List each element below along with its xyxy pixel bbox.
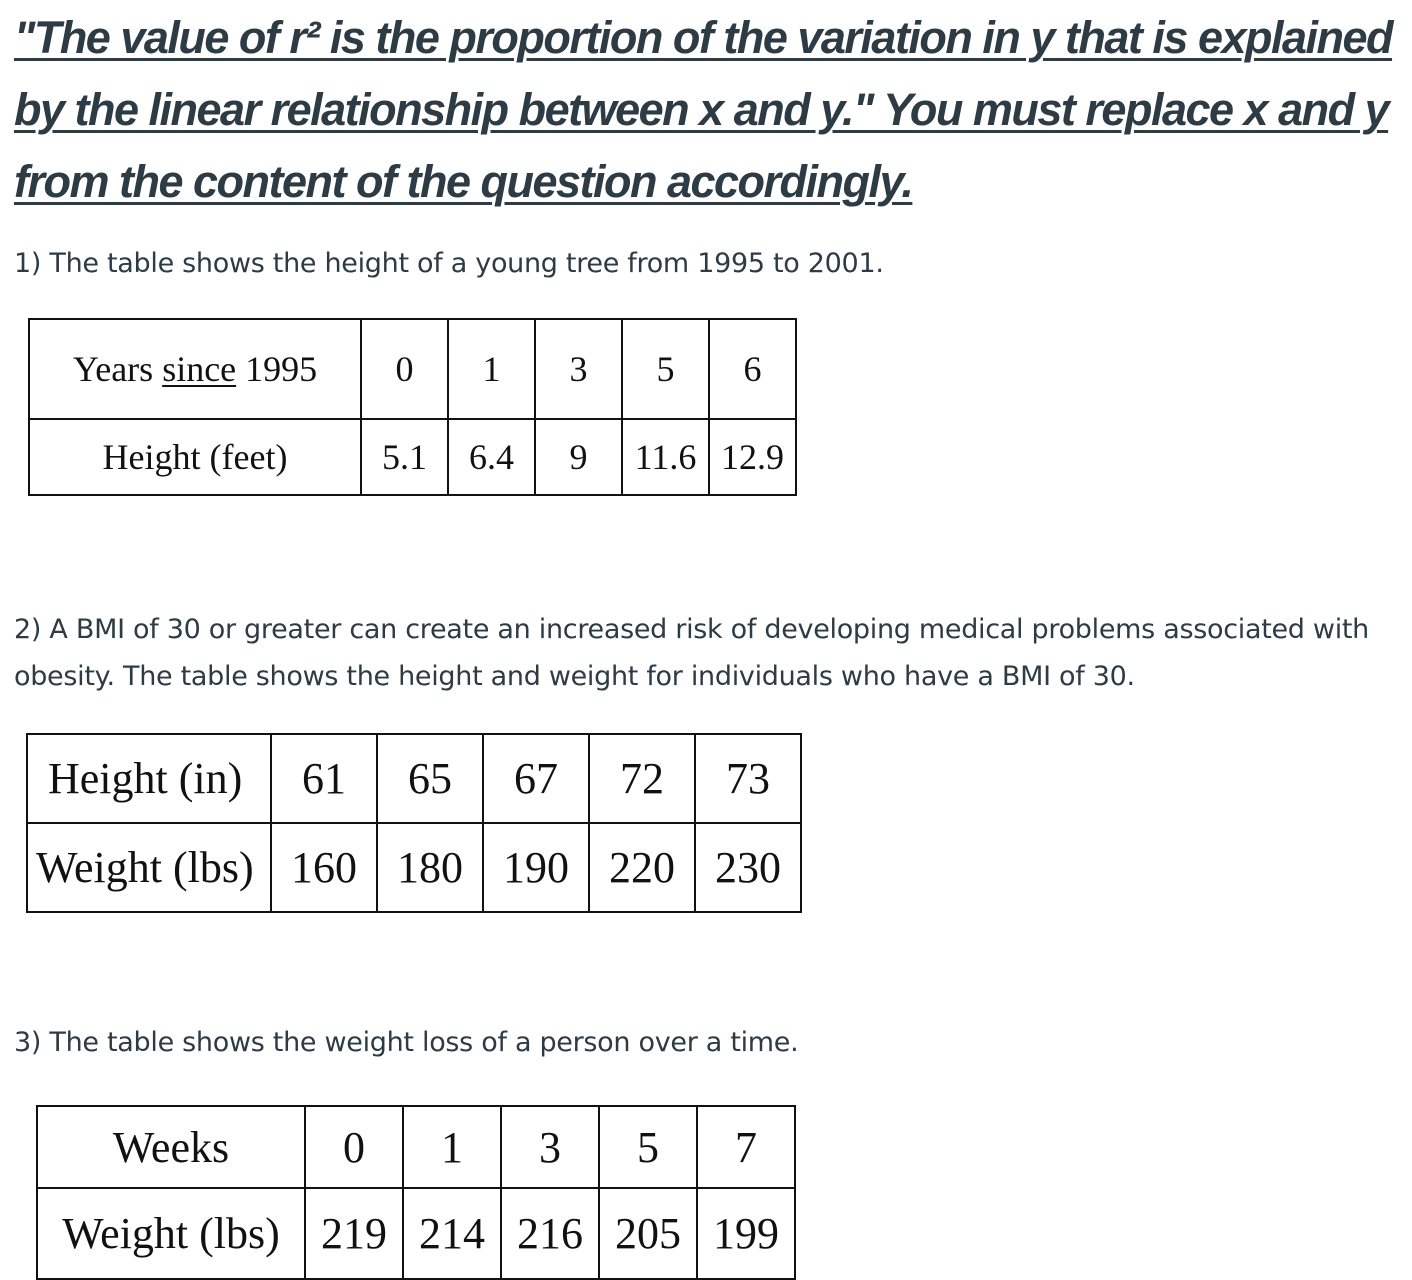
table-cell: 11.6: [622, 419, 709, 495]
table-row: [29, 419, 796, 495]
label-part-underlined: since: [162, 349, 237, 389]
table-cell: 7: [697, 1106, 795, 1188]
row-label-weeks: Weeks: [37, 1106, 305, 1188]
table-cell: 180: [377, 823, 483, 912]
question-1-prompt: 1) The table shows the height of a young tree from 1995 to 2001.: [14, 248, 884, 279]
table-cell: 0: [305, 1106, 403, 1188]
table-cell: 230: [695, 823, 801, 912]
tree-height-table: [28, 318, 797, 496]
row-label-weight-lbs: Weight (lbs): [37, 1188, 305, 1279]
row-label-height-in: Height (in): [27, 734, 271, 823]
table-cell: 219: [305, 1188, 403, 1279]
table-cell: 5.1: [361, 419, 448, 495]
table-row: [27, 823, 801, 912]
instruction-heading: "The value of r² is the proportion of the variation in y that is explained by the linear relationship between x and y." You must replace x and y from the content of the question accordingly.: [14, 12, 1393, 207]
table-cell: 5: [622, 319, 709, 419]
row-label-years-since-1995: [29, 319, 361, 419]
question-2-prompt: 2) A BMI of 30 or greater can create an increased risk of developing medical problems associated with obesity. The table shows the height and weight for individuals who have a BMI of 30.: [14, 614, 1369, 692]
table-row: [29, 319, 796, 419]
table-cell: 65: [377, 734, 483, 823]
table-cell: 67: [483, 734, 589, 823]
table-cell: 6: [709, 319, 796, 419]
table-cell: 73: [695, 734, 801, 823]
table-cell: 3: [535, 319, 622, 419]
label-part: Years: [72, 349, 163, 389]
table-cell: 199: [697, 1188, 795, 1279]
table-cell: 12.9: [709, 419, 796, 495]
table-cell: 9: [535, 419, 622, 495]
label-part: 1995: [236, 349, 318, 389]
row-label-weight-lbs: Weight (lbs): [27, 823, 271, 912]
table-cell: 3: [501, 1106, 599, 1188]
row-label-height-feet: Height (feet): [29, 419, 361, 495]
table-cell: 0: [361, 319, 448, 419]
table-row: [37, 1188, 795, 1279]
table-cell: 220: [589, 823, 695, 912]
table-cell: 5: [599, 1106, 697, 1188]
table-cell: 1: [448, 319, 535, 419]
table-row: [27, 734, 801, 823]
bmi-height-weight-table: [26, 733, 802, 913]
question-3-prompt: 3) The table shows the weight loss of a person over a time.: [14, 1027, 799, 1058]
table-cell: 61: [271, 734, 377, 823]
table-cell: 205: [599, 1188, 697, 1279]
table-cell: 6.4: [448, 419, 535, 495]
table-cell: 72: [589, 734, 695, 823]
table-cell: 214: [403, 1188, 501, 1279]
table-cell: 190: [483, 823, 589, 912]
table-cell: 160: [271, 823, 377, 912]
table-cell: 216: [501, 1188, 599, 1279]
table-cell: 1: [403, 1106, 501, 1188]
table-row: [37, 1106, 795, 1188]
weight-loss-table: [36, 1105, 796, 1280]
